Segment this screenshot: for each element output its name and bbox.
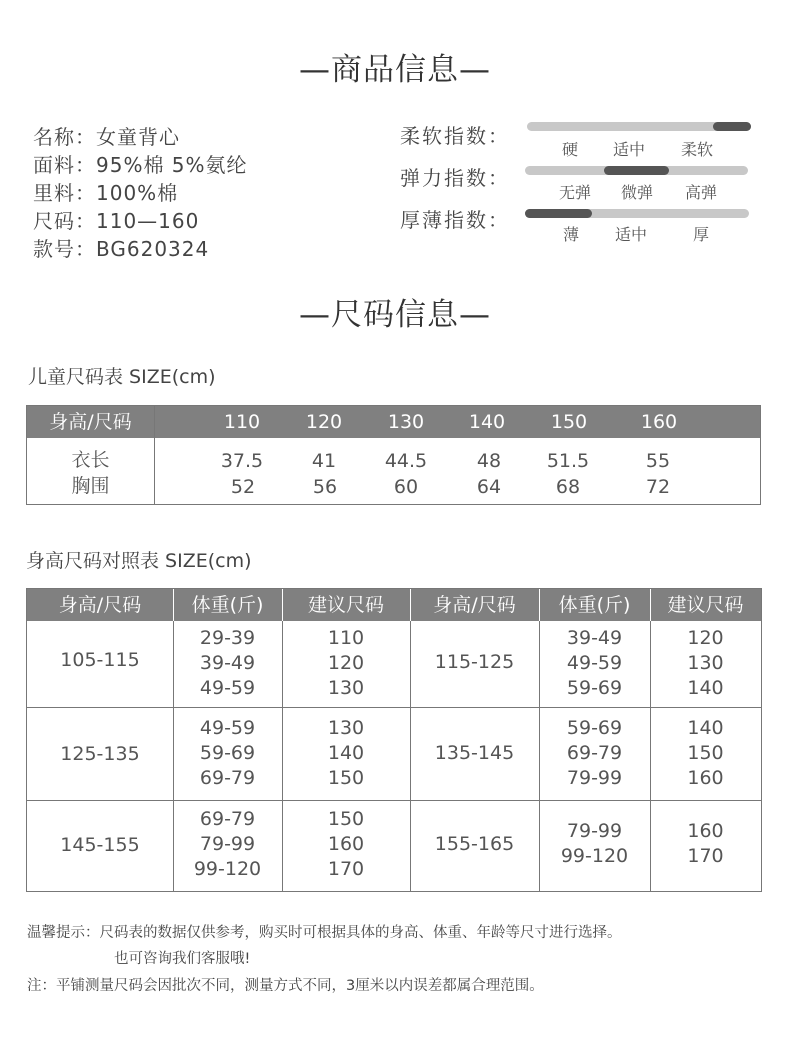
header-height-left: 身高/尺码: [58, 594, 142, 616]
thickness-level: [525, 209, 592, 218]
row1-sizes-left: 110 120 130: [327, 627, 365, 699]
row-divider: [27, 707, 761, 708]
elasticity-tick-none: 无弹: [558, 183, 591, 202]
tip-line-2: 也可咨询我们客服哦!: [114, 951, 251, 967]
kids-size-150: 150: [550, 411, 588, 433]
kids-size-140: 140: [468, 411, 506, 433]
thickness-tick-thin: 薄: [562, 225, 579, 244]
softness-tick-soft: 柔软: [680, 140, 713, 159]
softness-label: 柔软指数：: [400, 124, 510, 148]
row1-height-left: 105-115: [60, 649, 140, 671]
row2-weights-right: 59-69 69-79 79-99: [566, 717, 623, 789]
thickness-tick-thick: 厚: [692, 225, 709, 244]
row2-height-left: 125-135: [60, 743, 140, 765]
row3-weights-left: 69-79 79-99 99-120: [193, 808, 262, 880]
row2-sizes-left: 130 140 150: [327, 717, 365, 789]
chest-150: 68: [555, 476, 581, 498]
size-section-title: —尺码信息—: [299, 297, 491, 333]
thickness-bar: [525, 209, 749, 218]
chest-130: 60: [393, 476, 419, 498]
chest-110: 52: [230, 476, 256, 498]
header-size-left: 建议尺码: [307, 594, 384, 616]
row1-sizes-right: 120 130 140: [687, 627, 724, 699]
header-divider: [539, 589, 540, 621]
header-height-right: 身高/尺码: [433, 594, 516, 616]
softness-level: [713, 122, 751, 131]
kids-table-title: 儿童尺码表 SIZE(cm): [28, 366, 216, 388]
header-divider: [173, 589, 174, 621]
length-140: 48: [476, 450, 502, 472]
header-size-right: 建议尺码: [667, 594, 744, 616]
softness-tick-medium: 适中: [612, 140, 645, 159]
kids-size-120: 120: [305, 411, 343, 433]
kids-size-110: 110: [223, 411, 261, 433]
row2-height-right: 135-145: [434, 742, 515, 764]
elasticity-label: 弹力指数：: [400, 166, 510, 190]
row1-weights-left: 29-39 39-49 49-59: [199, 627, 256, 699]
column-divider: [154, 406, 155, 504]
kids-size-160: 160: [640, 411, 678, 433]
elasticity-tick-high: 高弹: [684, 183, 717, 202]
length-110: 37.5: [220, 450, 264, 472]
length-160: 55: [645, 450, 671, 472]
row-label-chest: 胸围: [71, 475, 110, 497]
header-divider: [282, 589, 283, 621]
header-weight-left: 体重(斤): [191, 594, 264, 616]
info-style-no: 款号：BG620324: [33, 237, 210, 261]
length-120: 41: [311, 450, 337, 472]
length-150: 51.5: [546, 450, 590, 472]
thickness-tick-medium: 适中: [614, 225, 647, 244]
header-weight-right: 体重(斤): [558, 594, 631, 616]
elasticity-bar: [525, 166, 748, 175]
info-fabric: 面料：95%棉 5%氨纶: [33, 153, 248, 177]
header-divider: [410, 589, 411, 621]
softness-bar: [527, 122, 751, 131]
row2-weights-left: 49-59 59-69 69-79: [199, 717, 256, 789]
row3-height-right: 155-165: [434, 833, 515, 855]
row3-sizes-left: 150 160 170: [327, 808, 365, 880]
kids-size-table: [26, 405, 761, 505]
softness-tick-hard: 硬: [561, 140, 578, 159]
info-lining: 里料：100%棉: [33, 181, 179, 205]
row2-sizes-right: 140 150 160: [687, 717, 724, 789]
row3-sizes-right: 160 170: [687, 820, 724, 867]
chest-120: 56: [312, 476, 338, 498]
chest-140: 64: [476, 476, 502, 498]
length-130: 44.5: [384, 450, 428, 472]
row-divider: [27, 800, 761, 801]
height-table-title: 身高尺码对照表 SIZE(cm): [26, 550, 252, 572]
header-divider: [650, 589, 651, 621]
row1-height-right: 115-125: [434, 651, 515, 673]
elasticity-level: [604, 166, 669, 175]
chest-160: 72: [645, 476, 671, 498]
elasticity-tick-slight: 微弹: [620, 183, 653, 202]
info-name: 名称：女童背心: [33, 125, 180, 149]
row3-weights-right: 79-99 99-120: [560, 820, 629, 867]
tip-line-1: 温馨提示：尺码表的数据仅供参考，购买时可根据具体的身高、体重、年龄等尺寸进行选择。: [27, 925, 622, 941]
note-line: 注：平铺测量尺码会因批次不同，测量方式不同，3厘米以内误差都属合理范围。: [27, 978, 544, 994]
row1-weights-right: 39-49 49-59 59-69: [566, 627, 623, 699]
row3-height-left: 145-155: [60, 834, 140, 856]
thickness-label: 厚薄指数：: [400, 208, 510, 232]
height-size-table: [26, 588, 762, 892]
kids-header-label: 身高/尺码: [49, 411, 132, 433]
product-section-title: —商品信息—: [299, 52, 491, 88]
row-label-length: 衣长: [71, 449, 110, 471]
kids-size-130: 130: [387, 411, 425, 433]
info-size: 尺码：110—160: [33, 209, 200, 233]
